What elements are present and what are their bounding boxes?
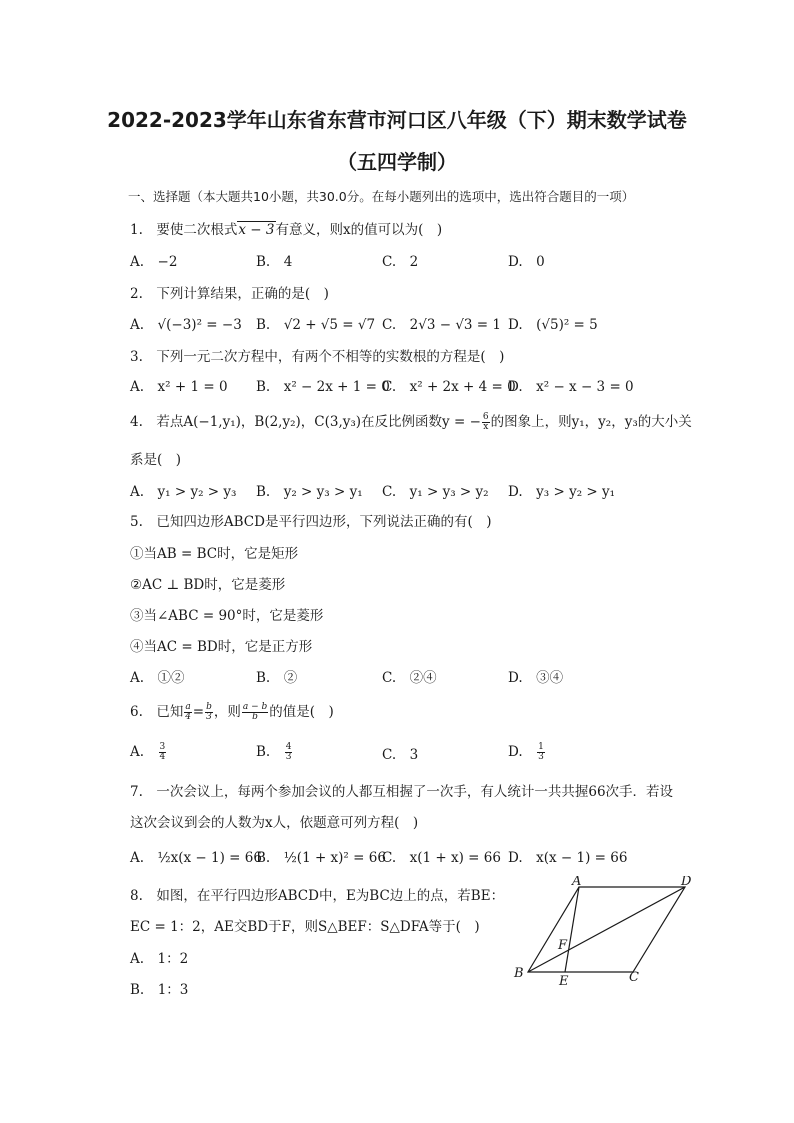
q5-statement-3: ③当∠ABC = 90°时，它是菱形	[130, 608, 324, 624]
q7-option-c: C. x(1 + x) = 66	[382, 850, 501, 866]
q4-option-a: A. y₁ > y₂ > y₃	[130, 484, 237, 500]
exam-title: 2022-2023学年山东省东营市河口区八年级（下）期末数学试卷	[107, 108, 687, 132]
question-4-stem-cont: 系是( )	[130, 452, 182, 468]
fraction: $\frac{a - b}{b}$	[242, 702, 268, 722]
q2-option-c: C. 2√3 − √3 = 1	[382, 317, 501, 333]
q8-option-a: A. 1：2	[130, 951, 189, 967]
fraction: $\frac{1}{3}$	[538, 742, 544, 762]
segment-bd	[528, 887, 685, 972]
question-7-stem: 7. 一次会议上，每两个参加会议的人都互相握了一次手，有人统计一共共握66次手．若设	[130, 784, 674, 800]
question-3-stem: 3. 下列一元二次方程中，有两个不相等的实数根的方程是( )	[130, 349, 505, 365]
question-6-stem: 6. 已知 $\frac{a}{4}$ = $\frac{b}{3}$ ，则 $\frac{a - b}{b}$ 的值是( )	[130, 702, 334, 722]
q5-option-d: D. ③④	[508, 670, 564, 686]
q3-option-c: C. x² + 2x + 4 = 0	[382, 379, 516, 395]
q1-option-a: A. −2	[130, 254, 178, 270]
question-8-stem: 8. 如图，在平行四边形ABCD中，E为BC边上的点，若BE：	[130, 888, 505, 904]
question-7-stem-cont: 这次会议到会的人数为x人，依题意可列方程( )	[130, 815, 419, 831]
q1-option-d: D. 0	[508, 254, 545, 270]
label-a: A	[572, 876, 582, 889]
label-f: F	[558, 938, 568, 953]
question-4-stem: 4. 若点A(−1,y₁)，B(2,y₂)，C(3,y₃)在反比例函数y = − $\frac{6}{x}$ 的图象上，则y₁，y₂，y₃的大小关	[130, 412, 692, 432]
q4-option-c: C. y₁ > y₃ > y₂	[382, 484, 489, 500]
q2-option-d: D. (√5)² = 5	[508, 317, 598, 333]
label-d: D	[681, 876, 692, 889]
label-e: E	[559, 974, 569, 989]
q7-option-a: A. ½x(x − 1) = 66	[130, 850, 262, 866]
q4-option-b: B. y₂ > y₃ > y₁	[256, 484, 363, 500]
radical-sign: x − 3	[238, 222, 275, 238]
fraction: $\frac{b}{3}$	[206, 702, 212, 722]
label-c: C	[629, 970, 639, 985]
q4-option-d: D. y₃ > y₂ > y₁	[508, 484, 616, 500]
q3-option-b: B. x² − 2x + 1 = 0	[256, 379, 390, 395]
q1-option-c: C. 2	[382, 254, 419, 270]
q2-option-b: B. √2 + √5 = √7	[256, 317, 376, 333]
exam-subtitle: （五四学制）	[337, 150, 457, 174]
fraction: $\frac{6}{x}$	[482, 412, 489, 432]
q5-statement-4: ④当AC = BD时，它是正方形	[130, 639, 313, 655]
q3-option-a: A. x² + 1 = 0	[130, 379, 228, 395]
fraction: $\frac{4}{3}$	[285, 742, 292, 762]
q6-option-d: D. $\frac{1}{3}$	[508, 742, 544, 762]
q8-option-b: B. 1：3	[130, 982, 189, 998]
q7-option-b: B. ½(1 + x)² = 66	[256, 850, 386, 866]
question-5-stem: 5. 已知四边形ABCD是平行四边形，下列说法正确的有( )	[130, 514, 492, 530]
q6-option-b: B. $\frac{4}{3}$	[256, 742, 292, 762]
q5-statement-2: ②AC ⊥ BD时，它是菱形	[130, 577, 286, 593]
q7-option-d: D. x(x − 1) = 66	[508, 850, 628, 866]
question-2-stem: 2. 下列计算结果，正确的是( )	[130, 286, 329, 302]
q6-option-c: C. 3	[382, 747, 419, 763]
label-b: B	[514, 966, 524, 981]
q1-option-b: B. 4	[256, 254, 293, 270]
question-1-stem: 1. 要使二次根式x − 3有意义，则x的值可以为( )	[130, 222, 443, 238]
question-8-stem-cont: EC = 1：2，AE交BD于F，则S△BEF：S△DFA等于( )	[130, 919, 480, 935]
q5-option-b: B. ②	[256, 670, 298, 686]
q5-statement-1: ①当AB = BC时，它是矩形	[130, 546, 299, 562]
fraction: $\frac{a}{4}$	[185, 702, 191, 722]
fraction: $\frac{3}{4}$	[159, 742, 166, 762]
parallelogram-figure	[505, 876, 705, 991]
q6-option-a: A. $\frac{3}{4}$	[130, 742, 166, 762]
section-heading: 一、选择题（本大题共10小题，共30.0分。在每小题列出的选项中，选出符合题目的一项）	[128, 189, 635, 204]
q3-option-d: D. x² − x − 3 = 0	[508, 379, 634, 395]
q5-option-a: A. ①②	[130, 670, 185, 686]
q2-option-a: A. √(−3)² = −3	[130, 317, 242, 333]
q5-option-c: C. ②④	[382, 670, 437, 686]
